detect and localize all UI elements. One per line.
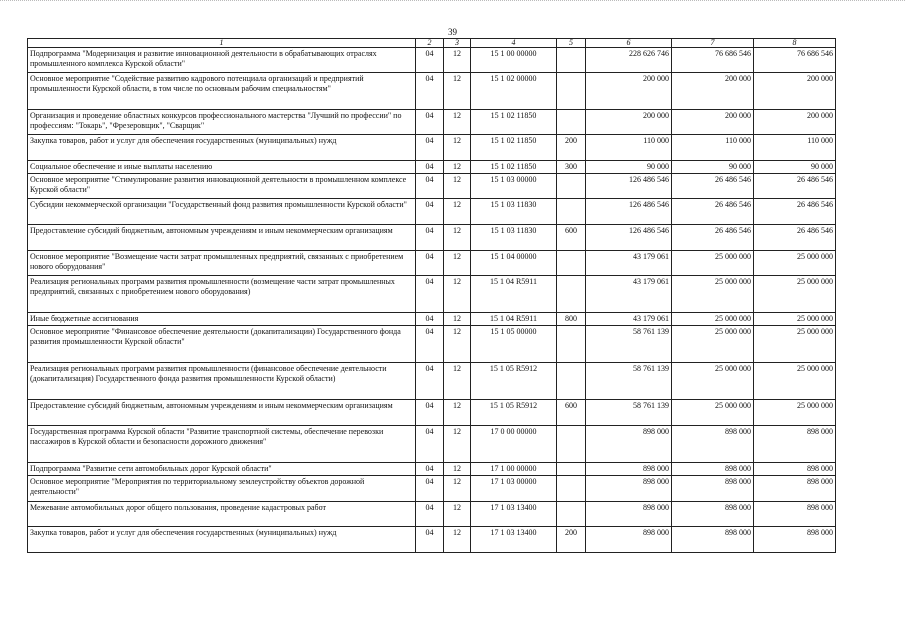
amount-year3-cell: 898 000: [754, 502, 836, 527]
row-name-cell: Предоставление субсидий бюджетным, автономным учреждениям и иным некоммерческим организациям: [28, 400, 416, 426]
table-body: [28, 39, 836, 553]
amount-year1-cell: 898 000: [586, 463, 672, 476]
amount-year2-cell: 898 000: [672, 502, 754, 527]
row-name-cell: Реализация региональных программ развития промышленности (финансовое обеспечение деятельности (докапитализация) Государственного фонда развития промышленности Курской области): [28, 363, 416, 400]
column-header: 3: [444, 39, 471, 48]
amount-year2-cell: 26 486 546: [672, 174, 754, 199]
amount-year1-cell: 43 179 061: [586, 251, 672, 276]
amount-year2-cell: 110 000: [672, 135, 754, 161]
table-row: [28, 251, 836, 276]
target-article-cell: 17 1 03 13400: [471, 502, 557, 527]
amount-year2-cell: 90 000: [672, 161, 754, 174]
column-header: 8: [754, 39, 836, 48]
subsection-code-cell: 12: [444, 363, 471, 400]
target-article-cell: 15 1 03 11830: [471, 225, 557, 251]
expense-type-cell: 300: [557, 161, 586, 174]
section-code-cell: 04: [416, 174, 444, 199]
expense-type-cell: [557, 463, 586, 476]
amount-year2-cell: 25 000 000: [672, 363, 754, 400]
amount-year2-cell: 26 486 546: [672, 225, 754, 251]
subsection-code-cell: 12: [444, 326, 471, 363]
table-row: [28, 476, 836, 502]
table-row: [28, 326, 836, 363]
subsection-code-cell: 12: [444, 174, 471, 199]
amount-year1-cell: 58 761 139: [586, 363, 672, 400]
amount-year2-cell: 25 000 000: [672, 251, 754, 276]
table-row: [28, 363, 836, 400]
table-row: [28, 400, 836, 426]
target-article-cell: 15 1 03 00000: [471, 174, 557, 199]
target-article-cell: 15 1 02 11850: [471, 161, 557, 174]
expense-type-cell: [557, 110, 586, 135]
amount-year2-cell: 898 000: [672, 463, 754, 476]
row-name-cell: Государственная программа Курской области "Развитие транспортной системы, обеспечение перевозки пассажиров в Курской области и безопасности дорожного движения": [28, 426, 416, 463]
amount-year3-cell: 200 000: [754, 73, 836, 110]
row-name-cell: Организация и проведение областных конкурсов профессионального мастерства "Лучший по профессии" по профессиям: "Токарь", "Фрезеровщик", "Сварщик": [28, 110, 416, 135]
subsection-code-cell: 12: [444, 73, 471, 110]
amount-year3-cell: 26 486 546: [754, 199, 836, 225]
amount-year1-cell: 126 486 546: [586, 225, 672, 251]
amount-year3-cell: 25 000 000: [754, 363, 836, 400]
column-header: 4: [471, 39, 557, 48]
subsection-code-cell: 12: [444, 199, 471, 225]
section-code-cell: 04: [416, 400, 444, 426]
column-header: 2: [416, 39, 444, 48]
expense-type-cell: [557, 363, 586, 400]
subsection-code-cell: 12: [444, 251, 471, 276]
row-name-cell: Предоставление субсидий бюджетным, автономным учреждениям и иным некоммерческим организациям: [28, 225, 416, 251]
amount-year1-cell: 200 000: [586, 73, 672, 110]
column-header: 7: [672, 39, 754, 48]
table-row: [28, 199, 836, 225]
expense-type-cell: 200: [557, 527, 586, 553]
scan-top-edge: [0, 0, 905, 4]
table-row: [28, 135, 836, 161]
table-row: [28, 174, 836, 199]
section-code-cell: 04: [416, 426, 444, 463]
amount-year3-cell: 90 000: [754, 161, 836, 174]
amount-year1-cell: 90 000: [586, 161, 672, 174]
amount-year1-cell: 898 000: [586, 527, 672, 553]
subsection-code-cell: 12: [444, 48, 471, 73]
amount-year2-cell: 76 686 546: [672, 48, 754, 73]
amount-year1-cell: 126 486 546: [586, 174, 672, 199]
section-code-cell: 04: [416, 502, 444, 527]
amount-year1-cell: 228 626 746: [586, 48, 672, 73]
expense-type-cell: 800: [557, 313, 586, 326]
amount-year3-cell: 200 000: [754, 110, 836, 135]
target-article-cell: 17 0 00 00000: [471, 426, 557, 463]
amount-year2-cell: 26 486 546: [672, 199, 754, 225]
expense-type-cell: 600: [557, 225, 586, 251]
row-name-cell: Социальное обеспечение и иные выплаты населению: [28, 161, 416, 174]
row-name-cell: Подпрограмма "Развитие сети автомобильных дорог Курской области": [28, 463, 416, 476]
table-row: [28, 426, 836, 463]
target-article-cell: 15 1 02 00000: [471, 73, 557, 110]
section-code-cell: 04: [416, 161, 444, 174]
table-header-row: [28, 39, 836, 48]
section-code-cell: 04: [416, 135, 444, 161]
section-code-cell: 04: [416, 73, 444, 110]
amount-year3-cell: 26 486 546: [754, 174, 836, 199]
budget-table: [27, 38, 836, 553]
amount-year3-cell: 25 000 000: [754, 313, 836, 326]
table-row: [28, 161, 836, 174]
amount-year3-cell: 25 000 000: [754, 251, 836, 276]
subsection-code-cell: 12: [444, 400, 471, 426]
amount-year2-cell: 25 000 000: [672, 326, 754, 363]
target-article-cell: 15 1 04 00000: [471, 251, 557, 276]
expense-type-cell: [557, 174, 586, 199]
section-code-cell: 04: [416, 476, 444, 502]
amount-year1-cell: 43 179 061: [586, 276, 672, 313]
row-name-cell: Основное мероприятие "Мероприятия по территориальному землеустройству объектов дорожной деятельности": [28, 476, 416, 502]
column-header: 6: [586, 39, 672, 48]
subsection-code-cell: 12: [444, 313, 471, 326]
page-number: 39: [448, 27, 457, 37]
section-code-cell: 04: [416, 326, 444, 363]
target-article-cell: 15 1 04 R5911: [471, 276, 557, 313]
target-article-cell: 17 1 03 00000: [471, 476, 557, 502]
expense-type-cell: [557, 476, 586, 502]
amount-year1-cell: 126 486 546: [586, 199, 672, 225]
amount-year2-cell: 898 000: [672, 476, 754, 502]
column-header: 5: [557, 39, 586, 48]
row-name-cell: Субсидии некоммерческой организации "Государственный фонд развития промышленности Курской области": [28, 199, 416, 225]
row-name-cell: Реализация региональных программ развития промышленности (возмещение части затрат промышленных предприятий, связанных с приобретением нового оборудования): [28, 276, 416, 313]
target-article-cell: 15 1 05 R5912: [471, 363, 557, 400]
expense-type-cell: [557, 426, 586, 463]
amount-year3-cell: 26 486 546: [754, 225, 836, 251]
section-code-cell: 04: [416, 110, 444, 135]
row-name-cell: Подпрограмма "Модернизация и развитие инновационной деятельности в обрабатывающих отраслях промышленного комплекса Курской области": [28, 48, 416, 73]
subsection-code-cell: 12: [444, 135, 471, 161]
table-row: [28, 502, 836, 527]
target-article-cell: 15 1 02 11850: [471, 135, 557, 161]
amount-year2-cell: 898 000: [672, 426, 754, 463]
target-article-cell: 15 1 00 00000: [471, 48, 557, 73]
expense-type-cell: [557, 48, 586, 73]
expense-type-cell: 200: [557, 135, 586, 161]
section-code-cell: 04: [416, 276, 444, 313]
row-name-cell: Основное мероприятие "Содействие развитию кадрового потенциала организаций и предприятий промышленности Курской области, в том числе по основным рабочим специальностям": [28, 73, 416, 110]
section-code-cell: 04: [416, 251, 444, 276]
expense-type-cell: [557, 502, 586, 527]
row-name-cell: Основное мероприятие "Финансовое обеспечение деятельности (докапитализации) Государственного фонда развития промышленности Курской области": [28, 326, 416, 363]
subsection-code-cell: 12: [444, 110, 471, 135]
table-row: [28, 313, 836, 326]
amount-year3-cell: 25 000 000: [754, 400, 836, 426]
subsection-code-cell: 12: [444, 527, 471, 553]
section-code-cell: 04: [416, 527, 444, 553]
subsection-code-cell: 12: [444, 463, 471, 476]
row-name-cell: Иные бюджетные ассигнования: [28, 313, 416, 326]
section-code-cell: 04: [416, 463, 444, 476]
row-name-cell: Основное мероприятие "Возмещение части затрат промышленных предприятий, связанных с приобретением нового оборудования": [28, 251, 416, 276]
table-row: [28, 463, 836, 476]
section-code-cell: 04: [416, 225, 444, 251]
amount-year1-cell: 898 000: [586, 426, 672, 463]
row-name-cell: Основное мероприятие "Стимулирование развития инновационной деятельности в промышленном комплексе Курской области": [28, 174, 416, 199]
amount-year3-cell: 110 000: [754, 135, 836, 161]
target-article-cell: 17 1 00 00000: [471, 463, 557, 476]
amount-year3-cell: 898 000: [754, 527, 836, 553]
row-name-cell: Закупка товаров, работ и услуг для обеспечения государственных (муниципальных) нужд: [28, 135, 416, 161]
amount-year2-cell: 25 000 000: [672, 400, 754, 426]
amount-year1-cell: 898 000: [586, 476, 672, 502]
section-code-cell: 04: [416, 363, 444, 400]
amount-year2-cell: 25 000 000: [672, 276, 754, 313]
table-row: [28, 527, 836, 553]
expense-type-cell: 600: [557, 400, 586, 426]
table-row: [28, 110, 836, 135]
amount-year1-cell: 58 761 139: [586, 326, 672, 363]
amount-year2-cell: 898 000: [672, 527, 754, 553]
amount-year3-cell: 898 000: [754, 426, 836, 463]
target-article-cell: 15 1 03 11830: [471, 199, 557, 225]
amount-year2-cell: 25 000 000: [672, 313, 754, 326]
amount-year1-cell: 110 000: [586, 135, 672, 161]
expense-type-cell: [557, 326, 586, 363]
target-article-cell: 17 1 03 13400: [471, 527, 557, 553]
amount-year2-cell: 200 000: [672, 110, 754, 135]
subsection-code-cell: 12: [444, 161, 471, 174]
table-row: [28, 276, 836, 313]
row-name-cell: Межевание автомобильных дорог общего пользования, проведение кадастровых работ: [28, 502, 416, 527]
expense-type-cell: [557, 276, 586, 313]
section-code-cell: 04: [416, 48, 444, 73]
expense-type-cell: [557, 73, 586, 110]
amount-year2-cell: 200 000: [672, 73, 754, 110]
subsection-code-cell: 12: [444, 426, 471, 463]
amount-year1-cell: 43 179 061: [586, 313, 672, 326]
amount-year3-cell: 25 000 000: [754, 326, 836, 363]
target-article-cell: 15 1 04 R5911: [471, 313, 557, 326]
target-article-cell: 15 1 02 11850: [471, 110, 557, 135]
expense-type-cell: [557, 251, 586, 276]
target-article-cell: 15 1 05 00000: [471, 326, 557, 363]
table-row: [28, 73, 836, 110]
amount-year3-cell: 76 686 546: [754, 48, 836, 73]
amount-year3-cell: 898 000: [754, 463, 836, 476]
amount-year3-cell: 898 000: [754, 476, 836, 502]
table-row: [28, 225, 836, 251]
column-header: 1: [28, 39, 416, 48]
table-row: [28, 48, 836, 73]
subsection-code-cell: 12: [444, 502, 471, 527]
section-code-cell: 04: [416, 199, 444, 225]
expense-type-cell: [557, 199, 586, 225]
row-name-cell: Закупка товаров, работ и услуг для обеспечения государственных (муниципальных) нужд: [28, 527, 416, 553]
target-article-cell: 15 1 05 R5912: [471, 400, 557, 426]
amount-year1-cell: 898 000: [586, 502, 672, 527]
amount-year1-cell: 58 761 139: [586, 400, 672, 426]
amount-year1-cell: 200 000: [586, 110, 672, 135]
section-code-cell: 04: [416, 313, 444, 326]
amount-year3-cell: 25 000 000: [754, 276, 836, 313]
subsection-code-cell: 12: [444, 225, 471, 251]
subsection-code-cell: 12: [444, 276, 471, 313]
subsection-code-cell: 12: [444, 476, 471, 502]
